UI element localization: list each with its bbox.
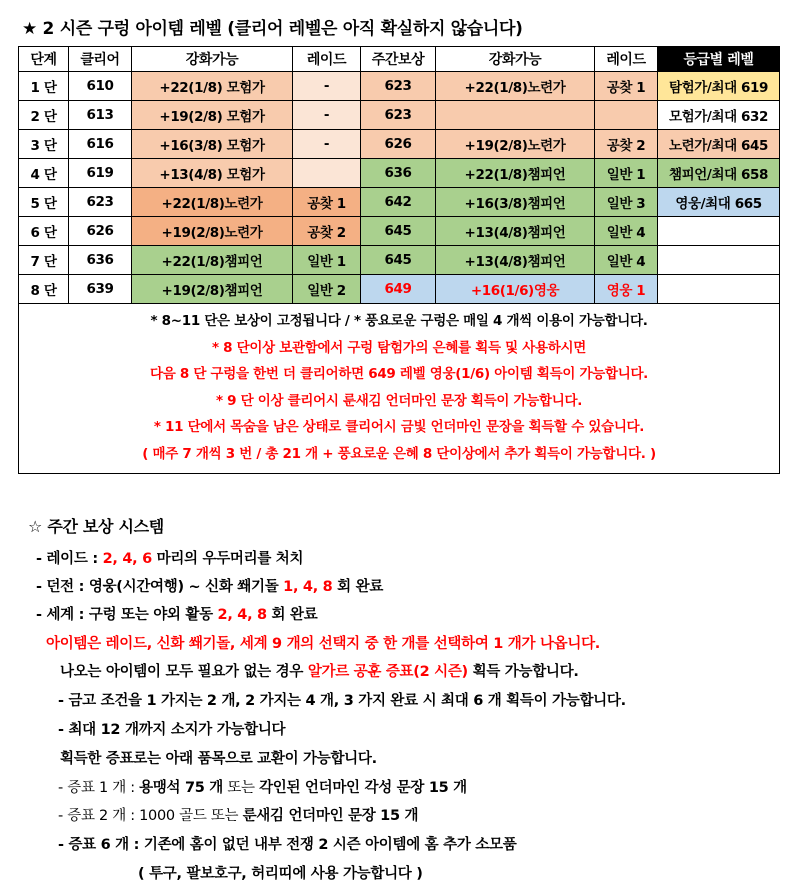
table-cell: 공찾 2: [595, 130, 658, 159]
item-level-table: [18, 46, 780, 474]
table-cell: 642: [361, 188, 436, 217]
table-row: [19, 275, 780, 304]
table-cell: 4 단: [19, 159, 69, 188]
table-cell: +13(4/8) 모험가: [132, 159, 293, 188]
dungeon-line: - 던전 : 영웅(시간여행) ~ 신화 쐐기돌 1, 4, 8 회 완료: [36, 579, 384, 595]
table-cell: 623: [361, 101, 436, 130]
table-cell: +16(1/6)영웅: [436, 275, 595, 304]
table-row: [19, 101, 780, 130]
table-cell: [658, 275, 780, 304]
note-line: ( 매주 7 개씩 3 번 / 총 21 개 + 풍요로운 은혜 8 단이상에서 추가 획득이 가능합니다. ): [142, 445, 656, 462]
table-cell: 6 단: [19, 217, 69, 246]
table-cell: [595, 101, 658, 130]
table-cell: +22(1/8)챔피언: [132, 246, 293, 275]
table-cell: 노련가/최대 645: [658, 130, 780, 159]
raid-line: - 레이드 : 2, 4, 6 마리의 우두머리를 처치: [36, 551, 304, 567]
table-cell: 613: [69, 101, 132, 130]
table-cell: 8 단: [19, 275, 69, 304]
table-cell: 7 단: [19, 246, 69, 275]
table-cell: 챔피언/최대 658: [658, 159, 780, 188]
table-cell: 탐험가/최대 619: [658, 72, 780, 101]
table-row: [19, 72, 780, 101]
table-cell: +19(2/8) 모험가: [132, 101, 293, 130]
header-cell: 등급별 레벨: [658, 47, 780, 72]
table-cell: 일반 1: [595, 159, 658, 188]
exchange-item: - 증표 2 개 : 1000 골드 또는 룬새김 언더마인 문장 15 개: [58, 808, 419, 824]
section-title: ☆ 주간 보상 시스템: [28, 517, 164, 536]
table-cell: 626: [361, 130, 436, 159]
table-cell: +22(1/8) 모험가: [132, 72, 293, 101]
table-cell: 610: [69, 72, 132, 101]
table-cell: 623: [69, 188, 132, 217]
table-row: [19, 188, 780, 217]
table-cell: -: [293, 130, 361, 159]
table-cell: 649: [361, 275, 436, 304]
header-cell: 주간보상: [361, 47, 436, 72]
table-cell: 2 단: [19, 101, 69, 130]
header-cell: 단계: [19, 47, 69, 72]
table-cell: [658, 217, 780, 246]
table-row: [19, 159, 780, 188]
notes-row: [19, 304, 780, 474]
table-cell: 619: [69, 159, 132, 188]
table-row: [19, 130, 780, 159]
table-cell: 일반 3: [595, 188, 658, 217]
table-cell: 모험가/최대 632: [658, 101, 780, 130]
table-cell: 공찾 2: [293, 217, 361, 246]
table-row: [19, 246, 780, 275]
table-cell: +13(4/8)챔피언: [436, 217, 595, 246]
table-cell: 626: [69, 217, 132, 246]
header-cell: 레이드: [293, 47, 361, 72]
table-cell: +19(2/8)노련가: [132, 217, 293, 246]
table-cell: 일반 1: [293, 246, 361, 275]
table-cell: 645: [361, 246, 436, 275]
table-cell: [293, 159, 361, 188]
table-cell: 일반 4: [595, 246, 658, 275]
note-line: * 9 단 이상 클리어시 룬새김 언더마인 문장 획득이 가능합니다.: [215, 392, 583, 409]
exchange-item: - 증표 1 개 : 용맹석 75 개 또는 각인된 언더마인 각성 문장 15 개: [58, 780, 467, 796]
table-cell: 일반 2: [293, 275, 361, 304]
vault-condition: - 금고 조건을 1 가지는 2 개, 2 가지는 4 개, 3 가지 완료 시 최대 6 개 획득이 가능합니다.: [58, 693, 626, 709]
note-line: * 8 단이상 보관함에서 구렁 탐험가의 은혜를 획득 및 사용하시면: [212, 339, 586, 356]
header-cell: 클리어: [69, 47, 132, 72]
header-cell: 강화가능: [132, 47, 293, 72]
header-cell: 강화가능: [436, 47, 595, 72]
page-title: ★ 2 시즌 구렁 아이템 레벨 (클리어 레벨은 아직 확실하지 않습니다): [22, 19, 523, 39]
table-cell: 영웅/최대 665: [658, 188, 780, 217]
table-cell: -: [293, 72, 361, 101]
max-hold: - 최대 12 개까지 소지가 가능합니다: [58, 722, 286, 738]
selection-info: 아이템은 레이드, 신화 쐐기돌, 세계 9 개의 선택지 중 한 개를 선택하여 1 개가 나옵니다.: [46, 636, 601, 652]
table-cell: 5 단: [19, 188, 69, 217]
table-cell: 공찾 1: [595, 72, 658, 101]
table-cell: 639: [69, 275, 132, 304]
table-cell: 645: [361, 217, 436, 246]
table-header-row: [19, 47, 780, 72]
exchange-item: - 증표 6 개 : 기존에 홈이 없던 내부 전쟁 2 시즌 아이템에 홈 추가 소모품: [58, 837, 517, 853]
table-cell: +22(1/8)챔피언: [436, 159, 595, 188]
notes-cell: [19, 304, 780, 474]
exchange-note: ( 투구, 팔보호구, 허리띠에 사용 가능합니다 ): [138, 866, 423, 882]
table-cell: +16(3/8) 모험가: [132, 130, 293, 159]
table-cell: [658, 246, 780, 275]
table-row: [19, 217, 780, 246]
table-cell: +16(3/8)챔피언: [436, 188, 595, 217]
note-line: * 11 단에서 목숨을 남은 상태로 클리어시 금빛 언더마인 문장을 획득할 수 있습니다.: [153, 419, 645, 435]
note-line: * 8~11 단은 보상이 고정됩니다 / * 풍요로운 구렁은 매일 4 개씩 이용이 가능합니다.: [150, 313, 648, 329]
exchange-info: 획득한 증표로는 아래 품목으로 교환이 가능합니다.: [60, 751, 377, 767]
table-cell: 공찾 1: [293, 188, 361, 217]
table-cell: 636: [361, 159, 436, 188]
table-cell: [436, 101, 595, 130]
world-line: - 세계 : 구렁 또는 야외 활동 2, 4, 8 회 완료: [36, 607, 318, 623]
note-line: 다음 8 단 구렁을 한번 더 클리어하면 649 레벨 영웅(1/6) 아이템 획득이 가능합니다.: [149, 366, 649, 382]
token-info: 나오는 아이템이 모두 필요가 없는 경우 알가르 공훈 증표(2 시즌) 획득 가능합니다.: [60, 664, 579, 680]
table-cell: +22(1/8)노련가: [436, 72, 595, 101]
table-cell: 영웅 1: [595, 275, 658, 304]
table-cell: +19(2/8)챔피언: [132, 275, 293, 304]
table-cell: 623: [361, 72, 436, 101]
table-cell: +19(2/8)노련가: [436, 130, 595, 159]
table-cell: 일반 4: [595, 217, 658, 246]
table-cell: -: [293, 101, 361, 130]
table-cell: 636: [69, 246, 132, 275]
table-cell: 3 단: [19, 130, 69, 159]
table-cell: 1 단: [19, 72, 69, 101]
header-cell: 레이드: [595, 47, 658, 72]
table-cell: +13(4/8)챔피언: [436, 246, 595, 275]
table-cell: 616: [69, 130, 132, 159]
table-cell: +22(1/8)노련가: [132, 188, 293, 217]
